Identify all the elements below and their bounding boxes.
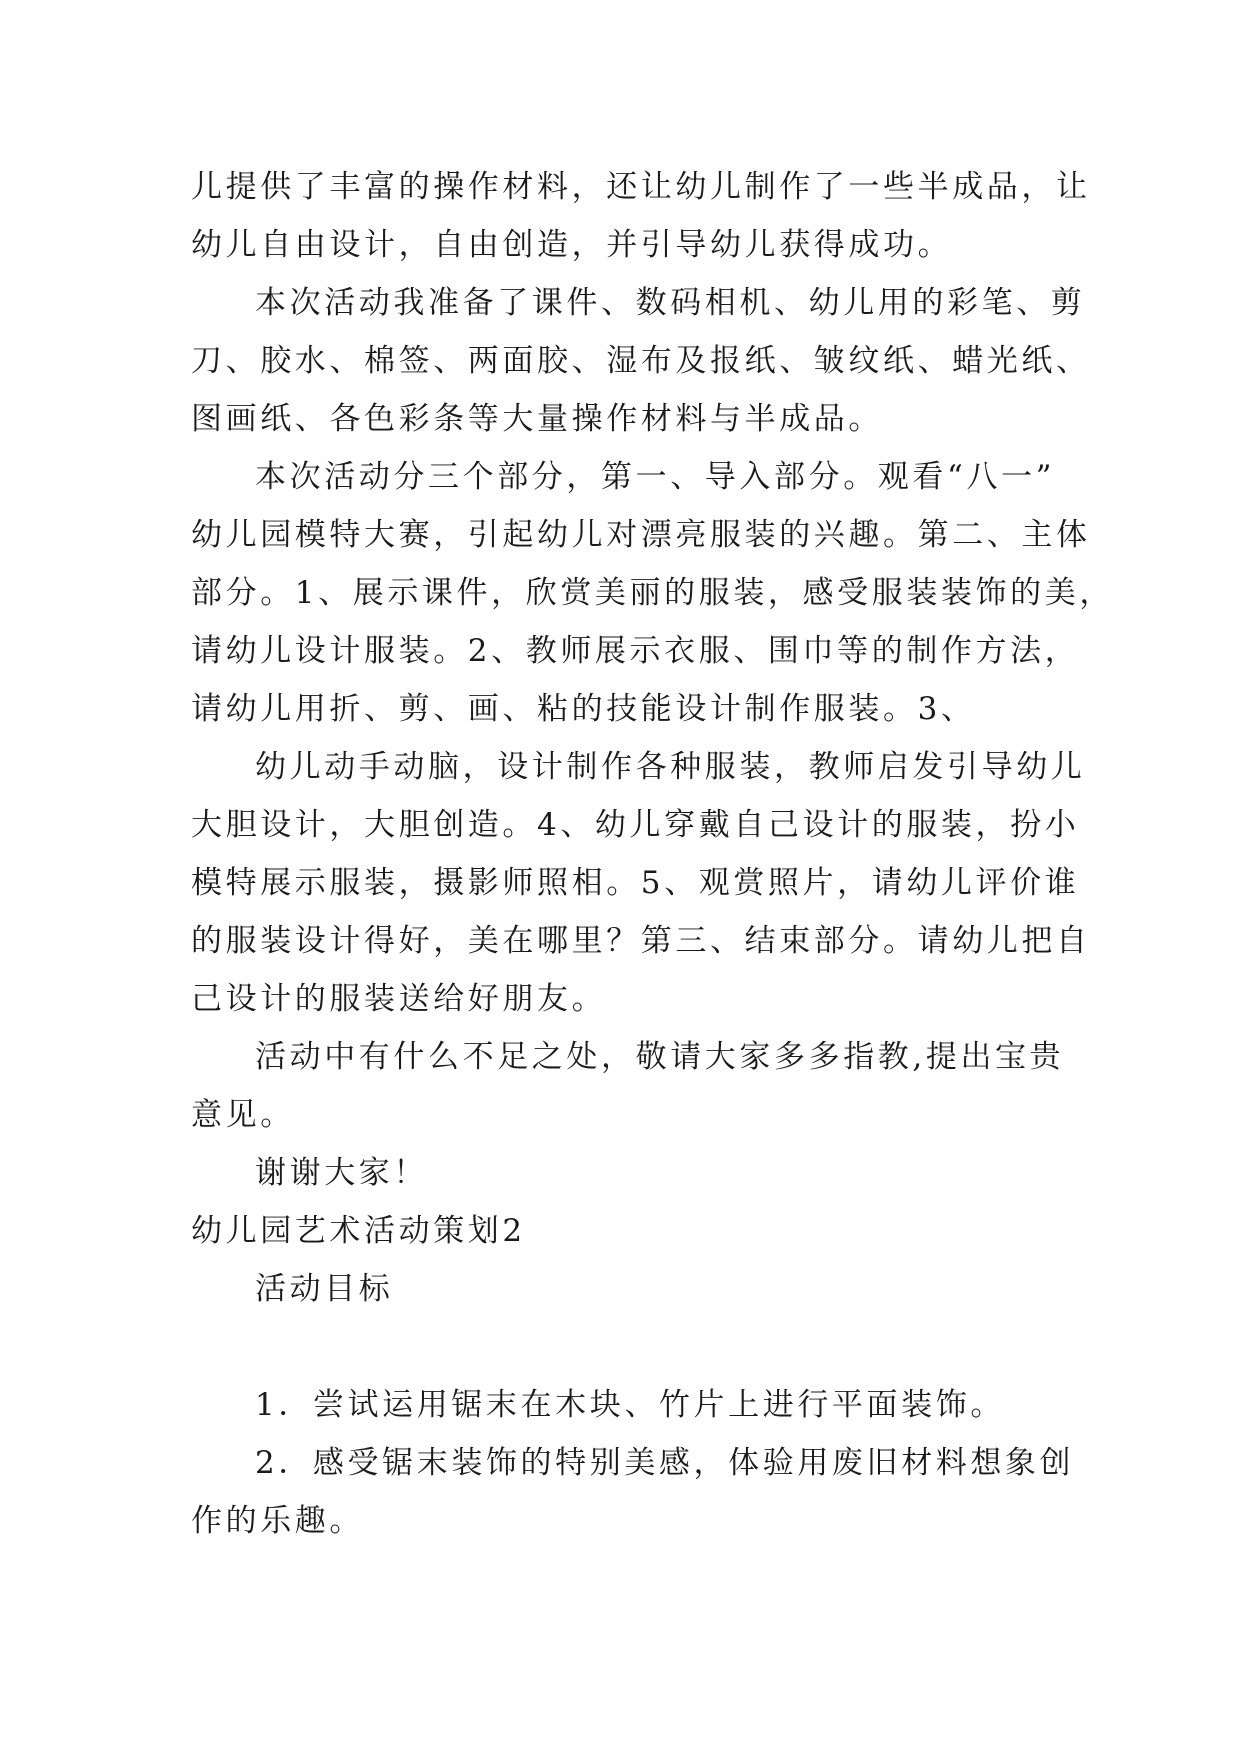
closing-line: 谢谢大家！ [255, 1155, 428, 1191]
paragraph-start-line: 本次活动我准备了课件、数码相机、幼儿用的彩笔、剪 [255, 285, 1086, 321]
goal-item: 1．尝试运用锯末在木块、竹片上进行平面装饰。 [255, 1387, 1005, 1423]
section-title: 幼儿园艺术活动策划2 [191, 1213, 526, 1249]
subsection-heading: 活动目标 [255, 1271, 394, 1307]
body-line: 图画纸、各色彩条等大量操作材料与半成品。 [191, 401, 883, 437]
paragraph-start-line: 本次活动分三个部分，第一、导入部分。观看“八一” [255, 459, 1056, 495]
body-line: 己设计的服装送给好朋友。 [191, 981, 607, 1017]
body-line: 大胆设计，大胆创造。4、幼儿穿戴自己设计的服装，扮小 [191, 807, 1080, 843]
body-line: 幼儿自由设计，自由创造，并引导幼儿获得成功。 [191, 227, 953, 263]
paragraph-start-line: 活动中有什么不足之处，敬请大家多多指教,提出宝贵 [255, 1039, 1065, 1075]
body-line: 幼儿园模特大赛，引起幼儿对漂亮服装的兴趣。第二、主体 [191, 517, 1091, 553]
body-line: 请幼儿用折、剪、画、粘的技能设计制作服装。3、 [191, 691, 976, 727]
document-body [191, 158, 1114, 1550]
blank-line [191, 1318, 1051, 1376]
body-line: 意见。 [191, 1097, 295, 1133]
body-line: 模特展示服装，摄影师照相。5、观赏照片，请幼儿评价谁 [191, 865, 1080, 901]
goal-item: 2．感受锯末装饰的特别美感，体验用废旧材料想象创 [255, 1445, 1075, 1481]
paragraph-start-line: 幼儿动手动脑，设计制作各种服装，教师启发引导幼儿 [255, 749, 1086, 785]
body-line: 刀、胶水、棉签、两面胶、湿布及报纸、皱纹纸、蜡光纸、 [191, 343, 1091, 379]
body-line: 作的乐趣。 [191, 1503, 364, 1539]
body-line: 的服装设计得好，美在哪里？第三、结束部分。请幼儿把自 [191, 923, 1091, 959]
body-line: 部分。1、展示课件，欣赏美丽的服装，感受服装装饰的美， [191, 575, 1114, 611]
body-line: 儿提供了丰富的操作材料，还让幼儿制作了一些半成品，让 [191, 169, 1091, 205]
body-line: 请幼儿设计服装。2、教师展示衣服、围巾等的制作方法， [191, 633, 1080, 669]
